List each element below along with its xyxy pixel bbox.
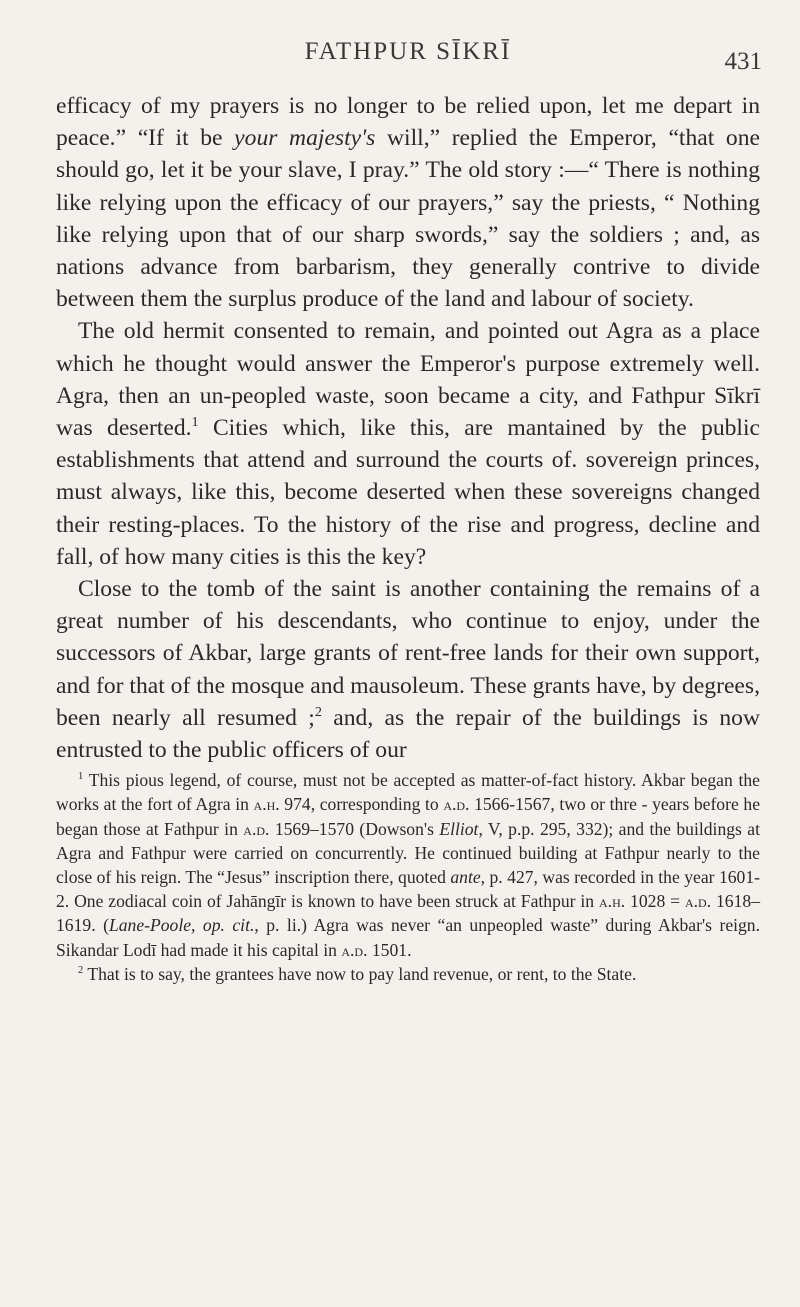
- footnote-1-number: 1: [78, 771, 84, 783]
- footnotes: [56, 768, 760, 986]
- footnote-1-text: 1501.: [367, 939, 412, 960]
- citation-ref: ante: [450, 867, 481, 888]
- paragraph-2: [56, 315, 760, 573]
- era-abbrev: a.d.: [684, 891, 712, 912]
- era-abbrev: a.h.: [599, 891, 626, 912]
- page-header: [56, 38, 760, 90]
- footnote-2-number: 2: [78, 965, 84, 977]
- footnote-ref-2: 2: [314, 704, 322, 720]
- footnote-2: [56, 962, 760, 986]
- paragraph-3: [56, 573, 760, 766]
- footnote-1: [56, 768, 760, 962]
- paragraph-3-text-b: and, as the repair of the buildings is now entrusted to the public officers of our: [56, 704, 760, 764]
- era-abbrev: a.d.: [243, 818, 270, 839]
- citation-title: Lane-Poole, op. cit.: [108, 915, 255, 936]
- footnote-2-text: That is to say, the grantees have now to pay land revenue, or rent, to the State.: [83, 963, 637, 984]
- paragraph-1: [56, 90, 760, 315]
- paragraph-3-text-a: Close to the tomb of the saint is another containing the remains of a great number of his descendants, who continue to enjoy, under the successors of Akbar, large grants of rent-free lands for their own support, and for that of the mosque and mausoleum. These grants have, by degrees, been nearly all resumed ;: [56, 576, 760, 731]
- era-abbrev: a.d.: [443, 794, 470, 815]
- era-abbrev: a.h.: [253, 794, 280, 815]
- body-text: [56, 90, 760, 766]
- paragraph-1-emphasis: your majesty's: [234, 125, 376, 152]
- book-page: [56, 38, 760, 986]
- paragraph-1-text-b: will,” replied the Emperor, “that one should go, let it be your slave, I pray.” The old story :—“ There is nothing like relying upon the efficacy of our prayers,” say the priests, “ Nothing like relying upon that of our sharp swords,” say the soldiers ; and, as nations advance from barbarism, they generally contrive to divide between them the surplus produce of the land and labour of society.: [56, 125, 760, 313]
- footnote-1-text: 1569–1570 (Dowson's: [269, 818, 440, 839]
- footnote-1-text: 1566-1567, two or thre - years before he began those at Fathpur in: [56, 794, 761, 839]
- page-number: 431: [724, 48, 762, 75]
- citation-title: Elliot: [439, 818, 479, 839]
- footnote-1-text: This pious legend, of course, must not be accepted as matter-of-fact history. Akbar began the works at the fort of Agra in: [56, 770, 760, 815]
- paragraph-2-text-a: The old hermit consented to remain, and pointed out Agra as a place which he thought would answer the Emperor's purpose extremely well. Agra, then an un-peopled waste, soon became a city, and Fathpur Sīkrī was deserted.: [56, 318, 760, 442]
- footnote-1-text: 1028 =: [625, 891, 685, 912]
- footnote-1-text: 1618–1619. (: [56, 891, 760, 936]
- footnote-1-text: , p. li.) Agra was never “an unpeopled waste” during Akbar's reign. Sikandar Lodī had made it his capital in: [56, 915, 761, 960]
- era-abbrev: a.d.: [341, 939, 368, 960]
- footnote-1-text: , V, p.p. 295, 332); and the buildings at Agra and Fathpur were carried on concurrently. He continued building at Fathpur nearly to the close of his reign. The “Jesus” inscription there, quoted: [56, 818, 760, 888]
- paragraph-1-text-a: efficacy of my prayers is no longer to be relied upon, let me depart in peace.” “If it be: [56, 93, 760, 152]
- paragraph-2-text-b: Cities which, like this, are mantained by the public establishments that attend and surround the courts of. sovereign princes, must always, like this, become deserted when these sovereigns changed their resting-places. To the history of the rise and progress, decline and fall, of how many cities is this the key?: [56, 415, 761, 570]
- running-title: FATHPUR SĪKRĪ: [304, 38, 512, 65]
- footnote-ref-1: 1: [191, 414, 199, 431]
- footnote-1-text: , p. 427, was recorded in the year 1601-2. One zodiacal coin of Jahāngīr is known to have been struck at Fathpur in: [56, 867, 760, 912]
- footnote-1-text: 974, corresponding to: [279, 794, 444, 815]
